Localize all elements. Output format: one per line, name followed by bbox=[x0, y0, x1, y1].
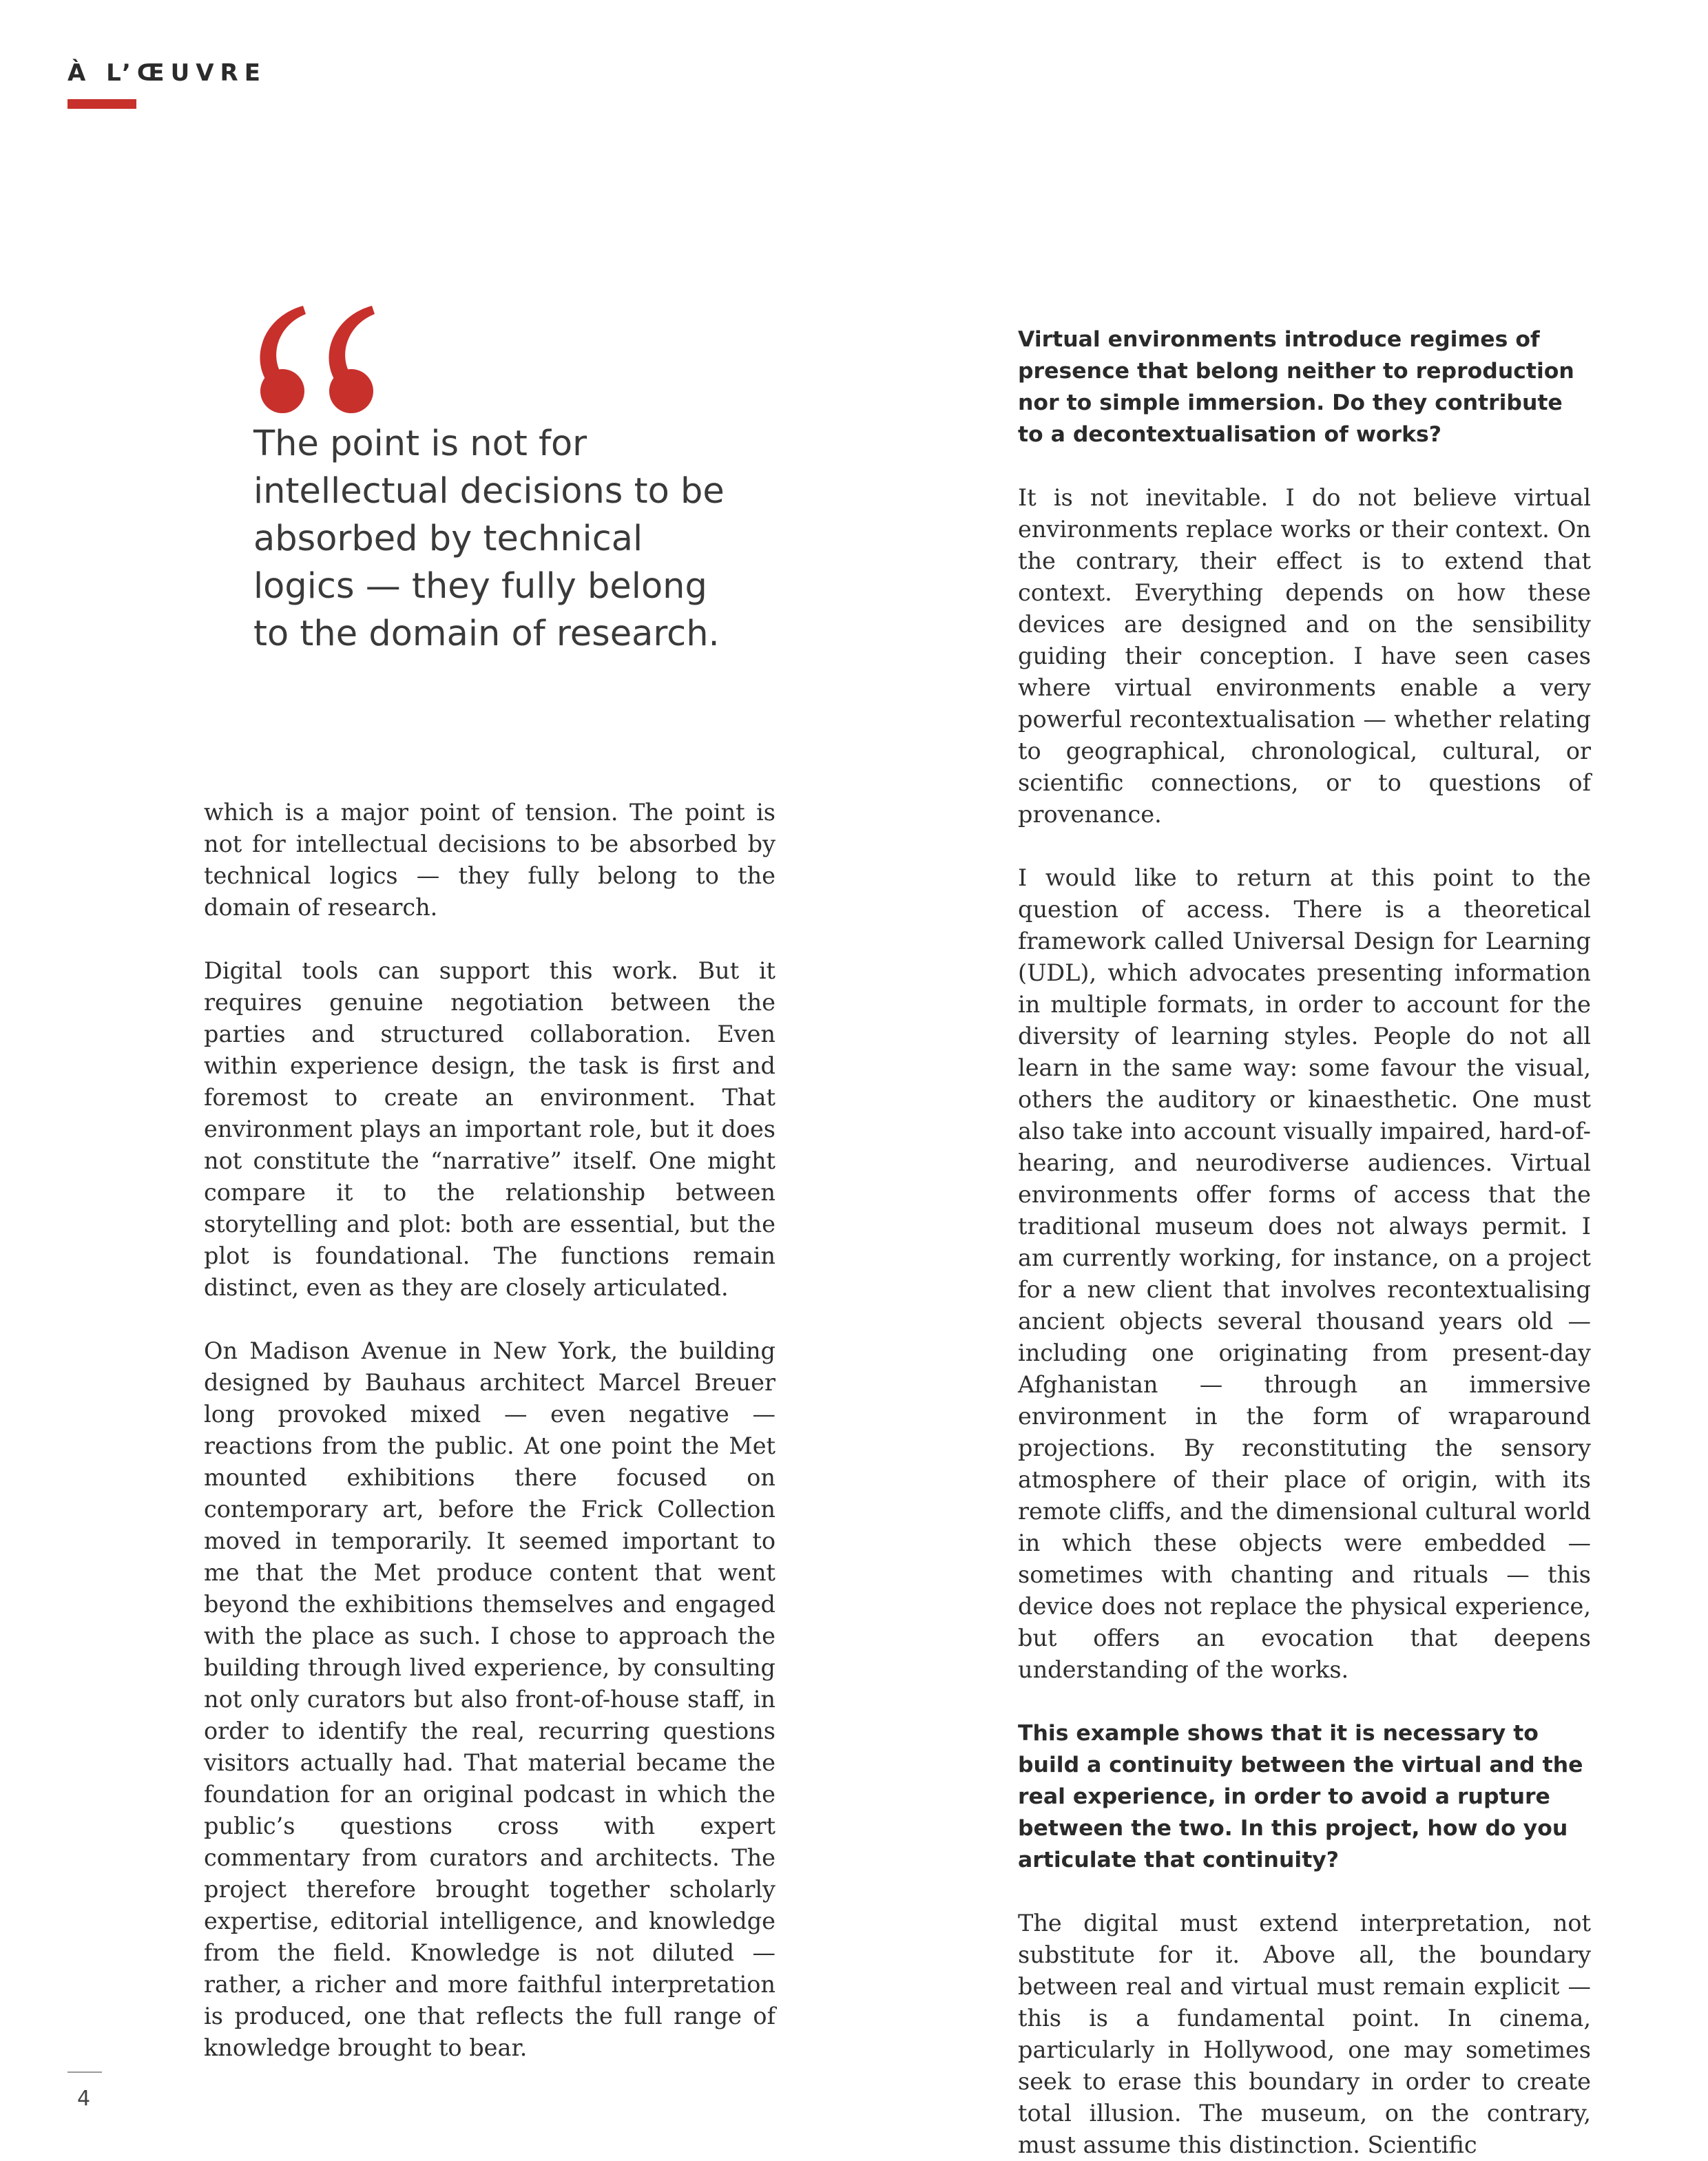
section-label: À L’ŒUVRE bbox=[67, 59, 267, 87]
interview-question: Virtual environments introduce regimes of presence that belong neither to reproduction nor to simple immersion. Do they contribute to a decontextualisation of works? bbox=[1018, 327, 1574, 447]
page-number: 4 bbox=[77, 2087, 91, 2111]
section-accent-bar bbox=[67, 99, 136, 109]
quote-mark-icon bbox=[248, 303, 386, 420]
page-number-rule bbox=[67, 2071, 102, 2073]
paragraph: Digital tools can support this work. But it requires genuine negotiation between the parties and structured collaboration. Even within experience design, the task is first and foremost to create an environment. That environment plays an important role, but it does not constitute the “narrative” itself. One might compare it to the relationship between storytelling and plot: both are essential, but the plot is foundational. The functions remain distinct, even as they are closely articulated. bbox=[204, 957, 775, 1301]
paragraph: I would like to return at this point to the question of access. There is a theoretical framework called Universal Design for Learning (UDL), which advocates presenting information in multiple formats, in order to account for the diversity of learning styles. People do not all learn in the same way: some favour the visual, others the auditory or kinaesthetic. One must also take into account visually impaired, hard-of-hearing, and neurodiverse audiences. Virtual environments offer forms of access that the traditional museum does not always permit. I am currently working, for instance, on a project for a new client that involves recontextualising ancient objects several thousand years old — including one originating from present-day Afghanistan — through an immersive environment in the form of wraparound projections. By reconstituting the sensory atmosphere of their place of origin, with its remote cliffs, and the dimensional cultural world in which these objects were embedded — sometimes with chanting and rituals — this device does not replace the physical experience, but offers an evocation that deepens understanding of the works. bbox=[1018, 864, 1591, 1683]
paragraph: The digital must extend interpretation, not substitute for it. Above all, the boundary between real and virtual must remain explicit — this is a fundamental point. In cinema, particularly in Hollywood, one may sometimes seek to erase this boundary in order to create total illusion. The museum, on the contrary, must assume this distinction. Scientific bbox=[1018, 1910, 1591, 2158]
pull-quote: The point is not for intellectual decisions to be absorbed by technical logics — they fully belong to the domain of research. bbox=[253, 424, 725, 654]
paragraph: It is not inevitable. I do not believe virtual environments replace works or their context. On the contrary, their effect is to extend that context. Everything depends on how these devices are designed and on the sensibility guiding their conception. I have seen cases where virtual environments enable a very powerful recontextualisation — whether relating to geographical, chronological, cultural, or scientific connections, or to questions of provenance. bbox=[1018, 484, 1591, 828]
paragraph: which is a major point of tension. The point is not for intellectual decisions to be absorbed by technical logics — they fully belong to the domain of research. bbox=[204, 799, 775, 921]
left-column bbox=[204, 797, 775, 2064]
interview-question: This example shows that it is necessary to build a continuity between the virtual and the real experience, in order to avoid a rupture between the two. In this project, how do you articulate that continuity? bbox=[1018, 1721, 1583, 1872]
right-column bbox=[1018, 324, 1591, 2161]
paragraph: On Madison Avenue in New York, the building designed by Bauhaus architect Marcel Breuer long provoked mixed — even negative — reactions from the public. At one point the Met mounted exhibitions there focused on contemporary art, before the Frick Collection moved in temporarily. It seemed important to me that the Met produce content that went beyond the exhibitions themselves and engaged with the place as such. I chose to approach the building through lived experience, by consulting not only curators but also front-of-house staff, in order to identify the real, recurring questions visitors actually had. That material became the foundation for an original podcast in which the public’s questions cross with expert commentary from curators and architects. The project therefore brought together scholarly expertise, editorial intelligence, and knowledge from the field. Knowledge is not diluted — rather, a richer and more faithful interpretation is produced, one that reflects the full range of knowledge brought to bear. bbox=[204, 1337, 775, 2061]
